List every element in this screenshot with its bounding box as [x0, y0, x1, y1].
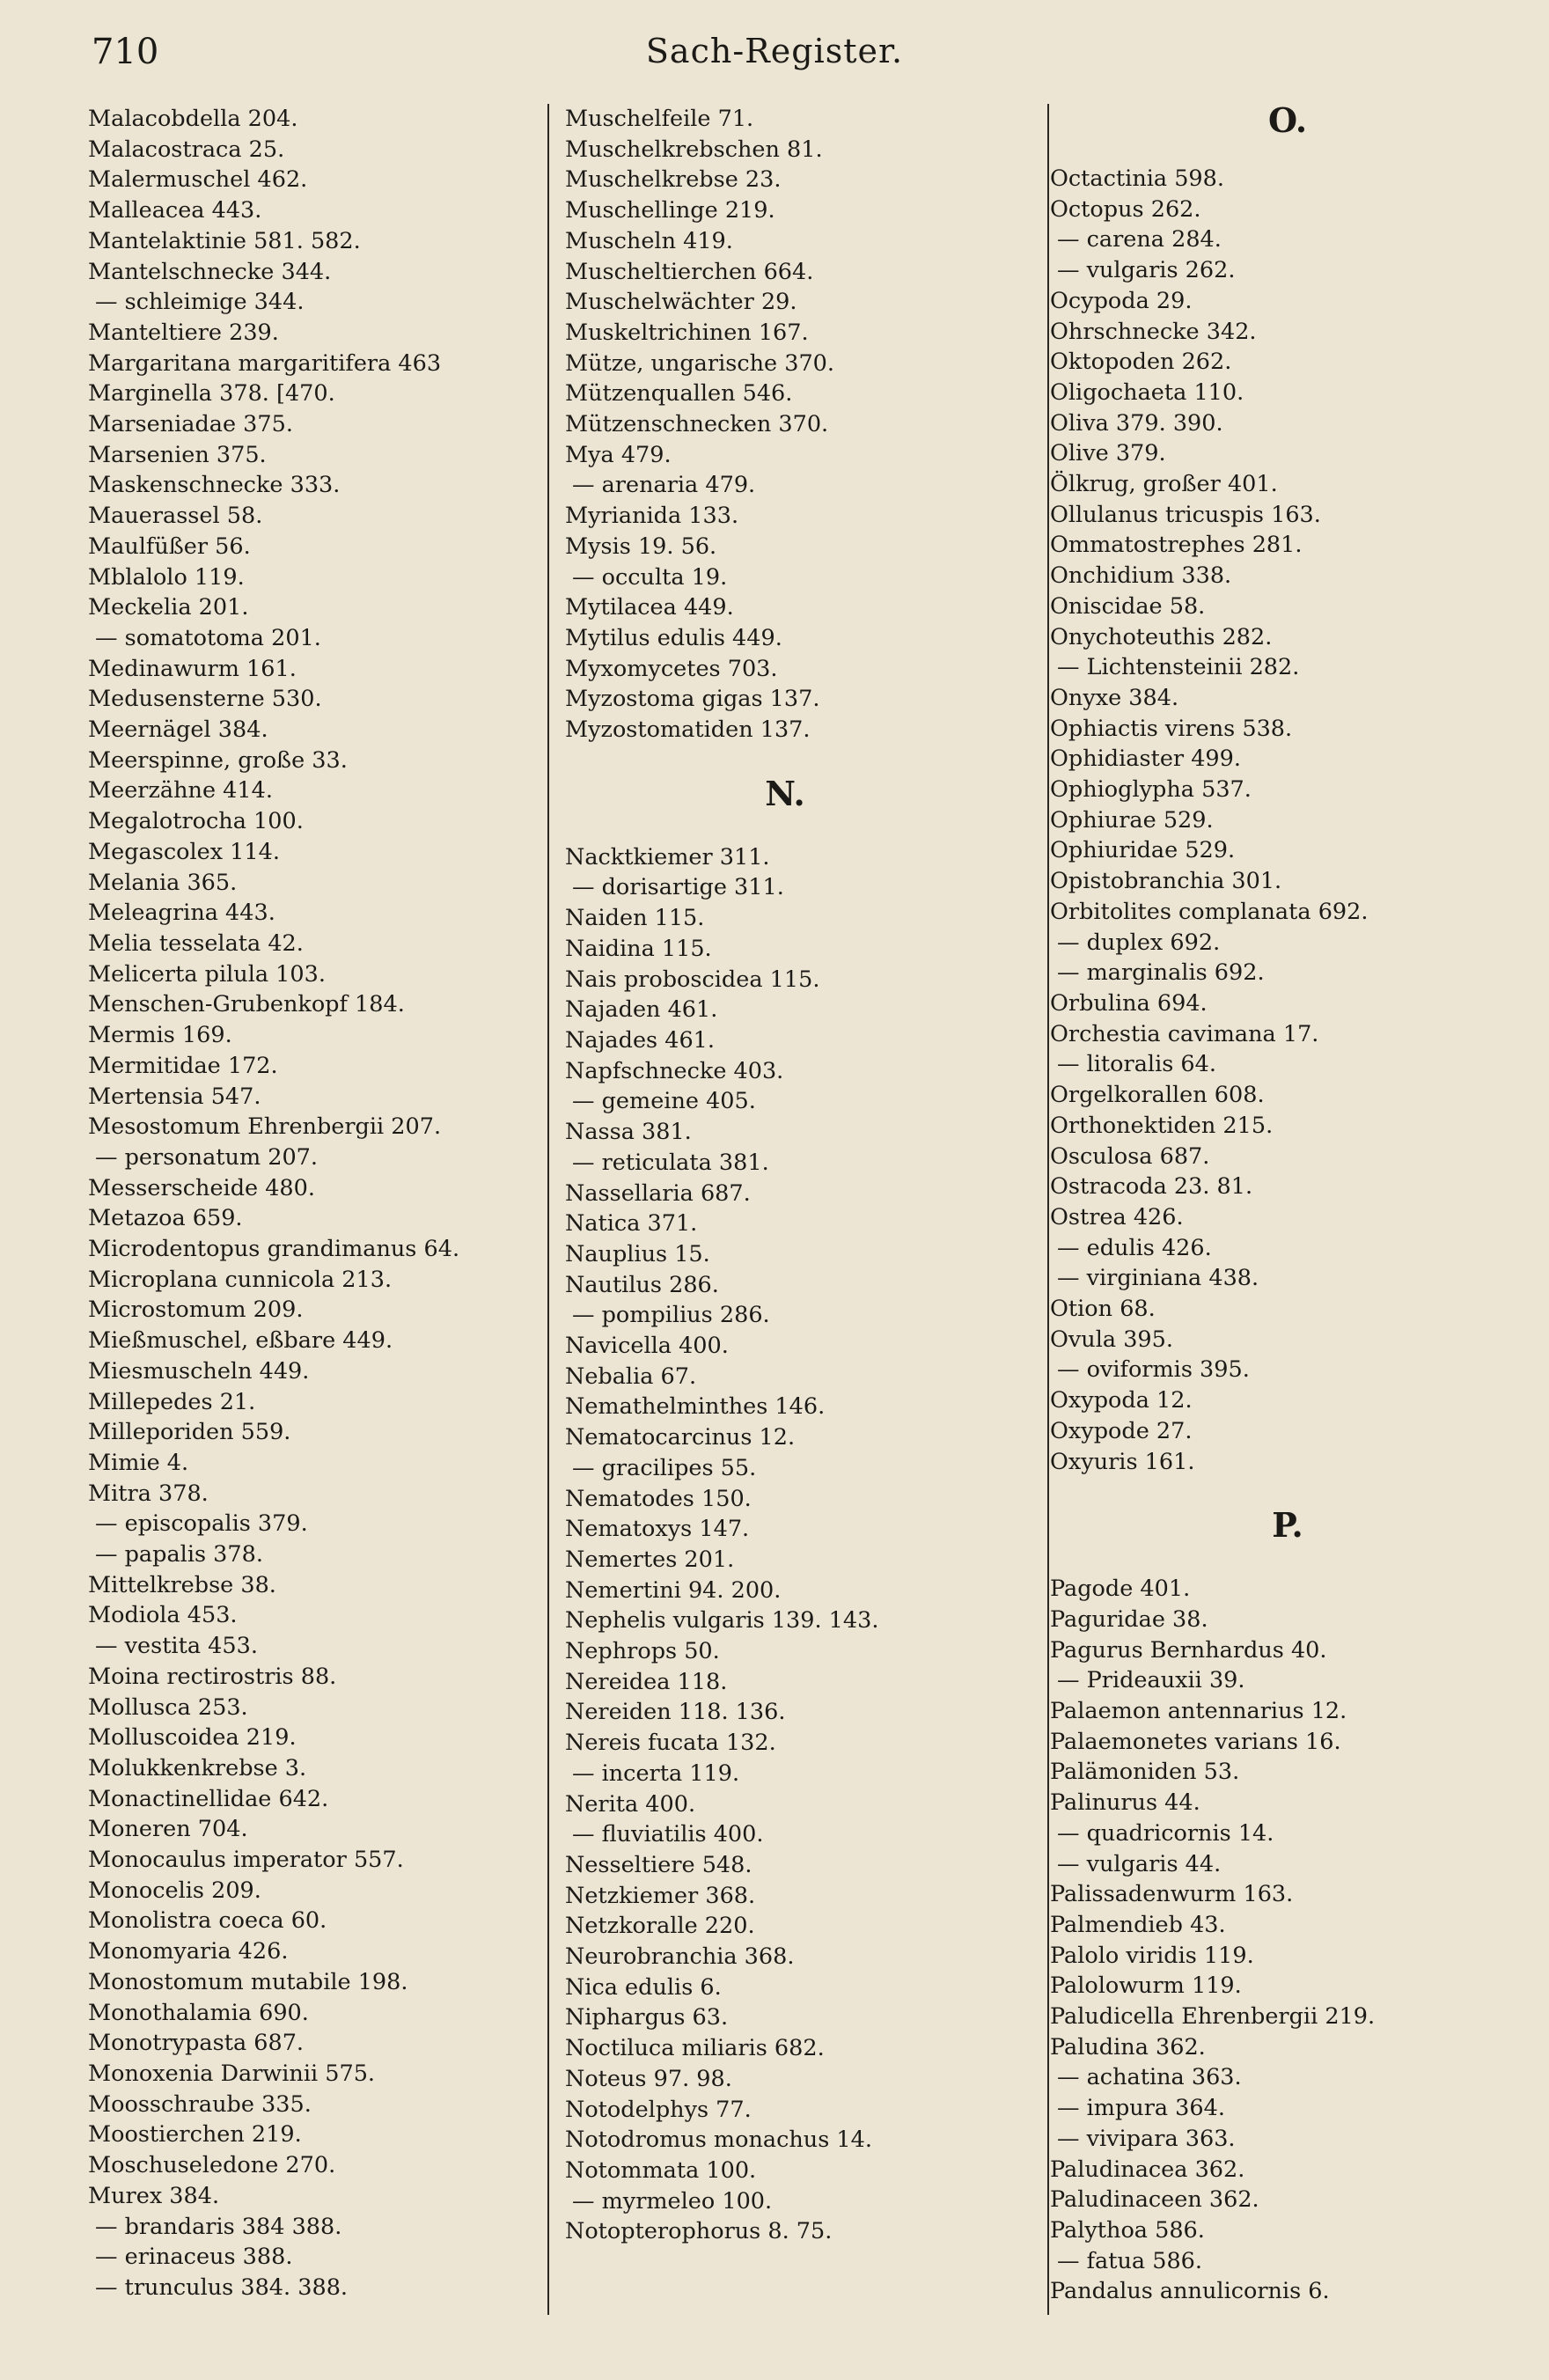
- index-entry: Noctiluca miliaris 682.: [565, 2035, 825, 2062]
- column-rule-left: [547, 104, 549, 2315]
- index-entry: — reticulata 381.: [572, 1149, 769, 1176]
- index-entry: Meckelia 201.: [88, 594, 249, 621]
- index-column-1: [88, 104, 541, 2303]
- index-entry: Notommata 100.: [565, 2157, 757, 2184]
- index-entry: Nesseltiere 548.: [565, 1851, 752, 1878]
- index-entry: Nephelis vulgaris 139. 143.: [565, 1607, 879, 1634]
- index-entry: Nautilus 286.: [565, 1271, 719, 1298]
- index-entry: Palolo viridis 119.: [1050, 1942, 1254, 1969]
- index-entry: Messerscheide 480.: [88, 1174, 315, 1201]
- index-entry: Oxyuris 161.: [1050, 1448, 1195, 1475]
- index-entry: Octopus 262.: [1050, 195, 1201, 223]
- index-entry: Monocelis 209.: [88, 1877, 261, 1904]
- index-entry: Navicella 400.: [565, 1333, 729, 1360]
- index-entry: Malacobdella 204.: [88, 106, 298, 132]
- index-entry: Pandalus annulicornis 6.: [1050, 2278, 1330, 2305]
- index-entry: Paludicella Ehrenbergii 219.: [1050, 2003, 1376, 2031]
- index-entry: — schleimige 344.: [95, 289, 305, 316]
- index-entry: Nerita 400.: [565, 1790, 696, 1818]
- index-entry: Myxomycetes 703.: [565, 655, 778, 682]
- index-entry: Ovula 395.: [1050, 1326, 1173, 1353]
- index-entry: Orgelkorallen 608.: [1050, 1082, 1265, 1109]
- index-entry: Ophidiaster 499.: [1050, 746, 1241, 773]
- index-entry: Noteus 97. 98.: [565, 2065, 732, 2092]
- index-entry: Maskenschnecke 333.: [88, 472, 341, 499]
- index-entry: Microdentopus grandimanus 64.: [88, 1236, 460, 1263]
- index-entry: Mützenschnecken 370.: [565, 411, 829, 438]
- column-rule-right: [1047, 104, 1049, 2315]
- index-entry: Moostierchen 219.: [88, 2121, 302, 2149]
- index-entry: Molukkenkrebse 3.: [88, 1754, 307, 1781]
- index-entry: Microstomum 209.: [88, 1297, 304, 1324]
- index-entry: — duplex 692.: [1057, 929, 1221, 956]
- index-entry: Palmendieb 43.: [1050, 1911, 1226, 1938]
- index-entry: Muskeltrichinen 167.: [565, 319, 809, 346]
- index-entry: Marseniadae 375.: [88, 411, 293, 438]
- index-entry: Pagurus Bernhardus 40.: [1050, 1636, 1327, 1664]
- section-letter-n: N.: [765, 773, 805, 813]
- index-entry: Notopterophorus 8. 75.: [565, 2218, 833, 2245]
- index-entry: Ohrschnecke 342.: [1050, 318, 1257, 345]
- index-entry: Ollulanus tricuspis 163.: [1050, 501, 1321, 528]
- index-entry: — episcopalis 379.: [95, 1510, 308, 1538]
- section-letter-p: P.: [1272, 1505, 1303, 1546]
- index-entry: Nauplius 15.: [565, 1240, 710, 1267]
- index-entry: Natica 371.: [565, 1210, 698, 1238]
- index-entry: — vulgaris 262.: [1057, 257, 1236, 284]
- index-entry: Monactinellidae 642.: [88, 1785, 329, 1812]
- index-entry: Millepedes 21.: [88, 1388, 256, 1415]
- index-entry: Neurobranchia 368.: [565, 1943, 795, 1971]
- index-entry: — papalis 378.: [95, 1541, 263, 1568]
- index-entry: Muschelfeile 71.: [565, 106, 754, 132]
- index-entry: Malleacea 443.: [88, 197, 262, 224]
- index-entry: — litoralis 64.: [1057, 1051, 1216, 1078]
- index-entry: Medinawurm 161.: [88, 655, 297, 682]
- index-entry: Palämoniden 53.: [1050, 1759, 1240, 1786]
- index-entry: Ophioglypha 537.: [1050, 776, 1252, 804]
- index-entry: Muscheln 419.: [565, 227, 733, 254]
- index-entry: — occulta 19.: [572, 563, 728, 591]
- index-entry: Marginella 378. [470.: [88, 380, 335, 408]
- index-entry: Muschelkrebse 23.: [565, 166, 782, 194]
- index-entry: Monoxenia Darwinii 575.: [88, 2060, 376, 2087]
- index-entry: Nais proboscidea 115.: [565, 966, 820, 993]
- index-entry: Mermitidae 172.: [88, 1052, 278, 1079]
- index-entry: Mysis 19. 56.: [565, 533, 717, 560]
- index-entry: Palaemon antennarius 12.: [1050, 1698, 1347, 1725]
- index-entry: Melicerta pilula 103.: [88, 960, 326, 988]
- index-entry: Orchestia cavimana 17.: [1050, 1020, 1319, 1047]
- index-entry: — achatina 363.: [1057, 2064, 1242, 2091]
- section-letter-o: O.: [1267, 100, 1308, 140]
- index-entry: Microplana cunnicola 213.: [88, 1266, 393, 1293]
- index-entry: Olive 379.: [1050, 440, 1166, 467]
- index-entry: Ommatostrephes 281.: [1050, 532, 1303, 559]
- index-entry: Mertensia 547.: [88, 1083, 261, 1110]
- index-entry: Mermis 169.: [88, 1022, 232, 1049]
- index-entry: Palaemonetes varians 16.: [1050, 1728, 1341, 1755]
- index-entry: Ophiurae 529.: [1050, 806, 1214, 834]
- index-entry: Mytilacea 449.: [565, 594, 734, 621]
- index-entry: — myrmeleo 100.: [572, 2187, 773, 2215]
- index-entry: Najades 461.: [565, 1026, 716, 1054]
- index-entry: Meerzähne 414.: [88, 777, 273, 804]
- index-entry: Netzkoralle 220.: [565, 1913, 755, 1940]
- index-entry: Meernägel 384.: [88, 716, 268, 744]
- index-entry: Oniscidae 58.: [1050, 592, 1206, 620]
- index-entry: Muschelwächter 29.: [565, 289, 797, 316]
- index-entry: Nemathelminthes 146.: [565, 1393, 826, 1421]
- index-entry: — Prideauxii 39.: [1057, 1667, 1245, 1694]
- index-entry: Mitra 378.: [88, 1480, 209, 1507]
- index-entry: Miesmuscheln 449.: [88, 1357, 310, 1385]
- index-entry: Nephrops 50.: [565, 1638, 720, 1665]
- index-entry: Mollusca 253.: [88, 1693, 248, 1721]
- index-entry: Myrianida 133.: [565, 503, 739, 530]
- index-entry: — virginiana 438.: [1057, 1265, 1259, 1292]
- index-entry: Menschen-Grubenkopf 184.: [88, 991, 405, 1018]
- index-entry: Paludinacea 362.: [1050, 2156, 1245, 2183]
- index-entry: Oxypoda 12.: [1050, 1387, 1193, 1414]
- index-entry: — edulis 426.: [1057, 1234, 1212, 1261]
- index-entry: Megalotrocha 100.: [88, 808, 304, 835]
- index-entry: Oxypode 27.: [1050, 1417, 1193, 1444]
- index-entry: Oktopoden 262.: [1050, 349, 1232, 376]
- index-entry: Nereis fucata 132.: [565, 1730, 776, 1757]
- index-entry: Manteltiere 239.: [88, 319, 279, 346]
- index-entry: — fluviatilis 400.: [572, 1821, 764, 1848]
- index-entry: Nebalia 67.: [565, 1363, 697, 1390]
- index-entry: — incerta 119.: [572, 1759, 740, 1787]
- page-number: 710: [92, 32, 159, 72]
- index-entry: Milleporiden 559.: [88, 1419, 291, 1446]
- index-entry: — dorisartige 311.: [572, 874, 784, 901]
- index-entry: Nereiden 118. 136.: [565, 1699, 786, 1726]
- index-entry: Ophiactis virens 538.: [1050, 715, 1293, 742]
- index-entry: Nematocarcinus 12.: [565, 1424, 796, 1451]
- index-entry: Paguridae 38.: [1050, 1605, 1208, 1633]
- index-entry: Malermuschel 462.: [88, 166, 308, 194]
- index-entry: — arenaria 479.: [572, 472, 756, 499]
- index-entry: Notodromus monachus 14.: [565, 2127, 872, 2154]
- index-entry: Ölkrug, großer 401.: [1050, 471, 1278, 498]
- index-entry: — personatum 207.: [95, 1143, 319, 1171]
- index-entry: Nemertini 94. 200.: [565, 1576, 782, 1604]
- index-entry: — vestita 453.: [95, 1633, 258, 1660]
- index-entry: Monotrypasta 687.: [88, 2030, 305, 2057]
- index-entry: — brandaris 384 388.: [95, 2213, 342, 2240]
- index-entry: Opistobranchia 301.: [1050, 868, 1282, 895]
- index-entry: Monocaulus imperator 557.: [88, 1847, 404, 1874]
- index-entry: Niphargus 63.: [565, 2004, 729, 2031]
- index-entry: Ophiuridae 529.: [1050, 837, 1236, 864]
- index-entry: Monomyaria 426.: [88, 1938, 289, 1965]
- index-entry: — quadricornis 14.: [1057, 1819, 1274, 1847]
- index-entry: Mantelaktinie 581. 582.: [88, 227, 361, 254]
- index-entry: Mya 479.: [565, 441, 672, 468]
- index-entry: Oliva 379. 390.: [1050, 409, 1223, 437]
- index-entry: Nassellaria 687.: [565, 1179, 751, 1207]
- index-entry: Moosschraube 335.: [88, 2090, 312, 2118]
- index-entry: Moneren 704.: [88, 1816, 248, 1843]
- index-entry: Monothalamia 690.: [88, 1999, 309, 2026]
- index-entry: Malacostraca 25.: [88, 136, 285, 163]
- index-entry: Monostomum mutabile 198.: [88, 1968, 408, 1995]
- index-entry: Palissadenwurm 163.: [1050, 1881, 1294, 1908]
- index-entry: Melia tesselata 42.: [88, 929, 304, 957]
- index-entry: Orthonektiden 215.: [1050, 1112, 1274, 1139]
- index-entry: Melania 365.: [88, 869, 238, 896]
- index-entry: — carena 284.: [1057, 226, 1222, 253]
- index-entry: Mantelschnecke 344.: [88, 258, 332, 285]
- index-entry: Myzostoma gigas 137.: [565, 686, 820, 713]
- index-entry: Mittelkrebse 38.: [88, 1571, 276, 1598]
- index-entry: Naidina 115.: [565, 935, 712, 962]
- index-entry: Onyxe 384.: [1050, 684, 1179, 711]
- index-entry: Megascolex 114.: [88, 838, 280, 865]
- index-entry: Mütze, ungarische 370.: [565, 349, 834, 377]
- index-entry: Mützenquallen 546.: [565, 380, 793, 408]
- index-entry: Meerspinne, große 33.: [88, 746, 348, 774]
- index-entry: — pompilius 286.: [572, 1302, 770, 1329]
- index-entry: Monolistra coeca 60.: [88, 1907, 327, 1935]
- index-entry: Oligochaeta 110.: [1050, 378, 1244, 406]
- index-entry: Meleagrina 443.: [88, 900, 275, 927]
- index-entry: Marsenien 375.: [88, 441, 267, 468]
- index-entry: Naiden 115.: [565, 905, 705, 932]
- index-entry: Onchidium 338.: [1050, 562, 1232, 590]
- index-entry: Molluscoidea 219.: [88, 1724, 297, 1752]
- index-entry: Paludinaceen 362.: [1050, 2186, 1259, 2214]
- index-entry: Margaritana margaritifera 463: [88, 349, 442, 377]
- index-entry: — vulgaris 44.: [1057, 1850, 1222, 1877]
- index-entry: Napfschnecke 403.: [565, 1057, 784, 1084]
- index-entry: — somatotoma 201.: [95, 624, 321, 651]
- index-entry: Netzkiemer 368.: [565, 1882, 756, 1909]
- index-entry: Mauerassel 58.: [88, 503, 263, 530]
- index-entry: — erinaceus 388.: [95, 2244, 293, 2271]
- index-entry: Mimie 4.: [88, 1449, 189, 1476]
- index-entry: Nacktkiemer 311.: [565, 843, 770, 870]
- index-entry: — gracilipes 55.: [572, 1454, 757, 1481]
- index-entry: Onychoteuthis 282.: [1050, 623, 1273, 650]
- index-entry: — marginalis 692.: [1057, 959, 1265, 987]
- index-entry: Palolowurm 119.: [1050, 1972, 1242, 2000]
- index-entry: Maulfüßer 56.: [88, 533, 251, 560]
- index-entry: Osculosa 687.: [1050, 1142, 1210, 1170]
- index-entry: Mesostomum Ehrenbergii 207.: [88, 1113, 442, 1141]
- index-entry: — Lichtensteinii 282.: [1057, 654, 1300, 681]
- index-entry: Orbitolites complanata 692.: [1050, 898, 1369, 925]
- index-entry: Mblalolo 119.: [88, 563, 245, 591]
- index-entry: Otion 68.: [1050, 1296, 1156, 1323]
- index-entry: Nereidea 118.: [565, 1668, 728, 1695]
- index-entry: Nematodes 150.: [565, 1485, 752, 1512]
- index-column-2: [565, 104, 1005, 2247]
- index-entry: Nemertes 201.: [565, 1546, 735, 1573]
- index-entry: — impura 364.: [1057, 2095, 1225, 2122]
- index-entry: Paludina 362.: [1050, 2033, 1206, 2060]
- index-entry: Notodelphys 77.: [565, 2096, 752, 2123]
- index-entry: Moschuseledone 270.: [88, 2152, 336, 2179]
- index-entry: Ocypoda 29.: [1050, 287, 1193, 314]
- index-entry: Medusensterne 530.: [88, 686, 322, 713]
- index-entry: Najaden 461.: [565, 996, 718, 1024]
- running-title: Sach-Register.: [645, 32, 904, 70]
- index-entry: — vivipara 363.: [1057, 2125, 1236, 2152]
- index-entry: Ostracoda 23. 81.: [1050, 1173, 1253, 1201]
- index-entry: Muschellinge 219.: [565, 197, 775, 224]
- index-entry: Orbulina 694.: [1050, 989, 1208, 1017]
- index-entry: Murex 384.: [88, 2182, 220, 2209]
- index-entry: Moina rectirostris 88.: [88, 1663, 337, 1690]
- index-entry: Ostrea 426.: [1050, 1203, 1184, 1230]
- index-entry: Mytilus edulis 449.: [565, 624, 782, 651]
- index-entry: Muschelkrebschen 81.: [565, 136, 823, 163]
- index-entry: Palinurus 44.: [1050, 1789, 1200, 1817]
- index-entry: — trunculus 384. 388.: [95, 2273, 349, 2301]
- index-entry: — fatua 586.: [1057, 2247, 1203, 2274]
- index-entry: — gemeine 405.: [572, 1088, 756, 1115]
- index-entry: Modiola 453.: [88, 1602, 238, 1629]
- index-entry: Mießmuschel, eßbare 449.: [88, 1327, 393, 1355]
- index-entry: Myzostomatiden 137.: [565, 716, 811, 744]
- index-entry: Palythoa 586.: [1050, 2217, 1205, 2244]
- index-entry: Muscheltierchen 664.: [565, 258, 814, 285]
- index-entry: Nematoxys 147.: [565, 1516, 750, 1543]
- index-entry: Octactinia 598.: [1050, 165, 1224, 192]
- index-column-3: [1050, 100, 1525, 2307]
- index-entry: Metazoa 659.: [88, 1205, 243, 1232]
- index-entry: Pagode 401.: [1050, 1576, 1191, 1603]
- index-entry: — oviformis 395.: [1057, 1356, 1250, 1384]
- index-entry: Nassa 381.: [565, 1119, 692, 1146]
- index-entry: Nica edulis 6.: [565, 1973, 722, 2001]
